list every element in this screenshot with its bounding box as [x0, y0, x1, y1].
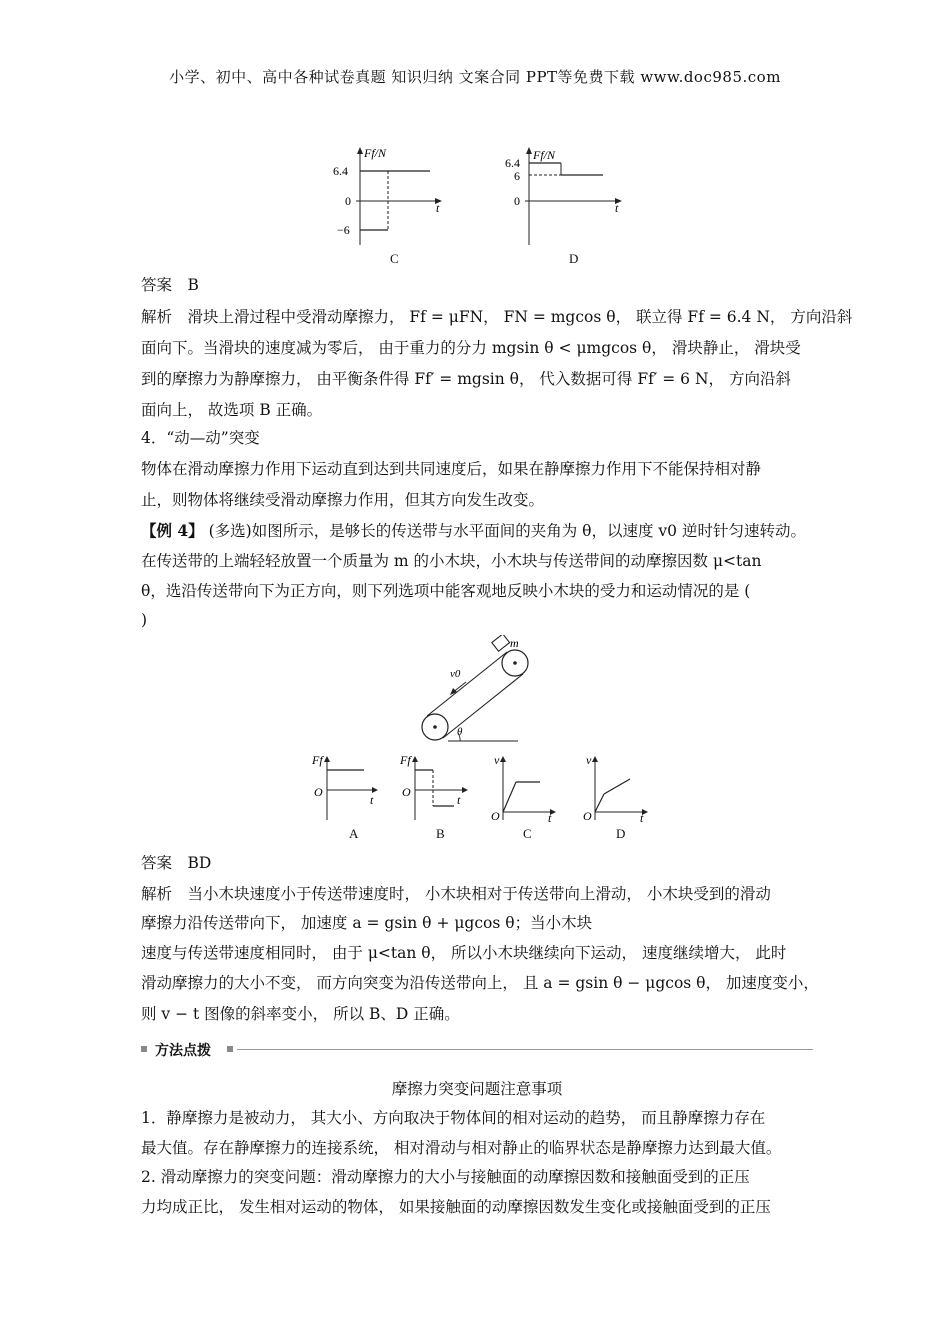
example-4-line-2: 在传送带的上端轻轻放置一个质量为 m 的小木块，小木块与传送带间的动摩擦因数 μ<tan [141, 552, 762, 570]
method-divider [141, 1040, 813, 1060]
option-b-xlabel: t [457, 793, 461, 807]
graph-c-tick-low: −6 [337, 223, 350, 237]
example-4-label: 【例 4】 [141, 521, 204, 540]
conveyor-mass-label: m [510, 636, 519, 650]
example-4-line-3: θ，选沿传送带向下为正方向，则下列选项中能客观地反映小木块的受力和运动情况的是 ( [141, 582, 751, 600]
graph-d-tick-zero: 0 [514, 194, 520, 208]
option-b-caption: B [436, 826, 445, 841]
answer-1: 答案 B [141, 276, 199, 294]
graph-c-ylabel: Ff/N [364, 146, 387, 160]
example-4-text-1: (多选)如图所示，是够长的传送带与水平面间的夹角为 θ，以速度 v0 逆时针匀速转动。 [208, 522, 806, 540]
analysis-2-line-4: 滑动摩擦力的大小不变， 而方向突变为沿传送带向上， 且 a = gsin θ − μgcos θ， 加速度变小， [141, 974, 819, 992]
graph-c-xlabel: t [436, 201, 440, 215]
graph-c-tick-high: 6.4 [333, 164, 348, 178]
conveyor-speed-label: v0 [450, 668, 461, 680]
method-square-left [141, 1046, 147, 1052]
graph-d-tick-high: 6.4 [505, 156, 520, 170]
analysis-2-line-3: 速度与传送带速度相同时， 由于 μ<tan θ， 所以小木块继续向下运动， 速度继续增大， 此时 [141, 944, 787, 962]
conveyor-angle-label: θ [457, 726, 463, 738]
analysis-2-line-5: 则 v − t 图像的斜率变小， 所以 B、D 正确。 [141, 1005, 460, 1023]
option-d-ylabel: v [586, 753, 592, 767]
option-a-graph [312, 750, 382, 822]
example-4-line-4: ) [141, 611, 148, 629]
option-d-graph [580, 750, 652, 822]
method-rule [237, 1049, 813, 1050]
analysis-1-line-3: 到的摩擦力为静摩擦力， 由平衡条件得 Ff′ = mgsin θ， 代入数据可得 Ff′ = 6 N， 方向沿斜 [141, 370, 791, 388]
answer-2: 答案 BD [141, 854, 212, 872]
option-a-origin: O [314, 785, 323, 799]
section-4-line-1: 物体在滑动摩擦力作用下运动直到达到共同速度后，如果在静摩擦力作用下不能保持相对静 [141, 460, 762, 478]
analysis-1-line-4: 面向上， 故选项 B 正确。 [141, 401, 323, 419]
option-c-ylabel: v [494, 753, 500, 767]
option-a-caption: A [349, 826, 359, 841]
graph-d-xlabel: t [615, 201, 619, 215]
option-b-origin: O [402, 785, 411, 799]
example-4-line-1 [141, 515, 813, 547]
analysis-2-line-2: 摩擦力沿传送带向下， 加速度 a = gsin θ + μgcos θ；当小木块 [141, 914, 593, 932]
page-header: 小学、初中、高中各种试卷真题 知识归纳 文案合同 PPT等免费下载 www.doc985.com [169, 68, 781, 86]
graph-d-caption: D [569, 251, 579, 266]
notes-line-4: 力均成正比， 发生相对运动的物体， 如果接触面的动摩擦因数发生变化或接触面受到的正压 [141, 1198, 771, 1216]
option-c-origin: O [491, 809, 500, 822]
option-c-xlabel: t [548, 811, 552, 822]
section-4-line-2: 止，则物体将继续受滑动摩擦力作用，但其方向发生改变。 [141, 491, 545, 509]
option-d-caption: D [616, 826, 626, 841]
notes-line-2: 最大值。存在静摩擦力的连接系统， 相对滑动与相对静止的临界状态是静摩擦力达到最大值。 [141, 1139, 782, 1157]
notes-line-3: 2. 滑动摩擦力的突变问题：滑动摩擦力的大小与接触面的动摩擦因数和接触面受到的正压 [141, 1168, 750, 1186]
graph-c-tick-zero: 0 [345, 194, 351, 208]
analysis-1-line-1: 解析 滑块上滑过程中受滑动摩擦力， Ff = μFN， FN = mgcos θ， 联立得 Ff = 6.4 N， 方向沿斜 [141, 308, 853, 326]
graph-d-ylabel: Ff/N [533, 148, 556, 162]
conveyor-diagram [410, 635, 550, 745]
option-a-ylabel: Ff [312, 753, 323, 767]
graph-c [330, 145, 450, 250]
graph-d-tick-mid: 6 [514, 169, 520, 183]
method-square-right [227, 1046, 233, 1052]
notes-line-1: 1．静摩擦力是被动力， 其大小、方向取决于物体间的相对运动的趋势， 而且静摩擦力存在 [141, 1109, 766, 1127]
notes-title: 摩擦力突变问题注意事项 [391, 1080, 563, 1098]
analysis-1-line-2: 面向下。当滑块的速度减为零后， 由于重力的分力 mgsin θ < μmgcos θ， 滑块静止， 滑块受 [141, 339, 801, 357]
option-d-xlabel: t [640, 811, 644, 822]
option-a-xlabel: t [370, 793, 374, 807]
option-b-graph [400, 750, 472, 822]
graph-c-caption: C [390, 251, 399, 266]
option-c-caption: C [523, 826, 532, 841]
graph-d [505, 145, 630, 250]
analysis-2-line-1: 解析 当小木块速度小于传送带速度时， 小木块相对于传送带向上滑动， 小木块受到的滑动 [141, 885, 771, 903]
method-label: 方法点拨 [155, 1043, 211, 1059]
option-c-graph [488, 750, 560, 822]
option-b-ylabel: Ff [400, 753, 411, 767]
option-d-origin: O [583, 809, 592, 822]
section-4-title: 4．“动—动”突变 [141, 429, 260, 447]
